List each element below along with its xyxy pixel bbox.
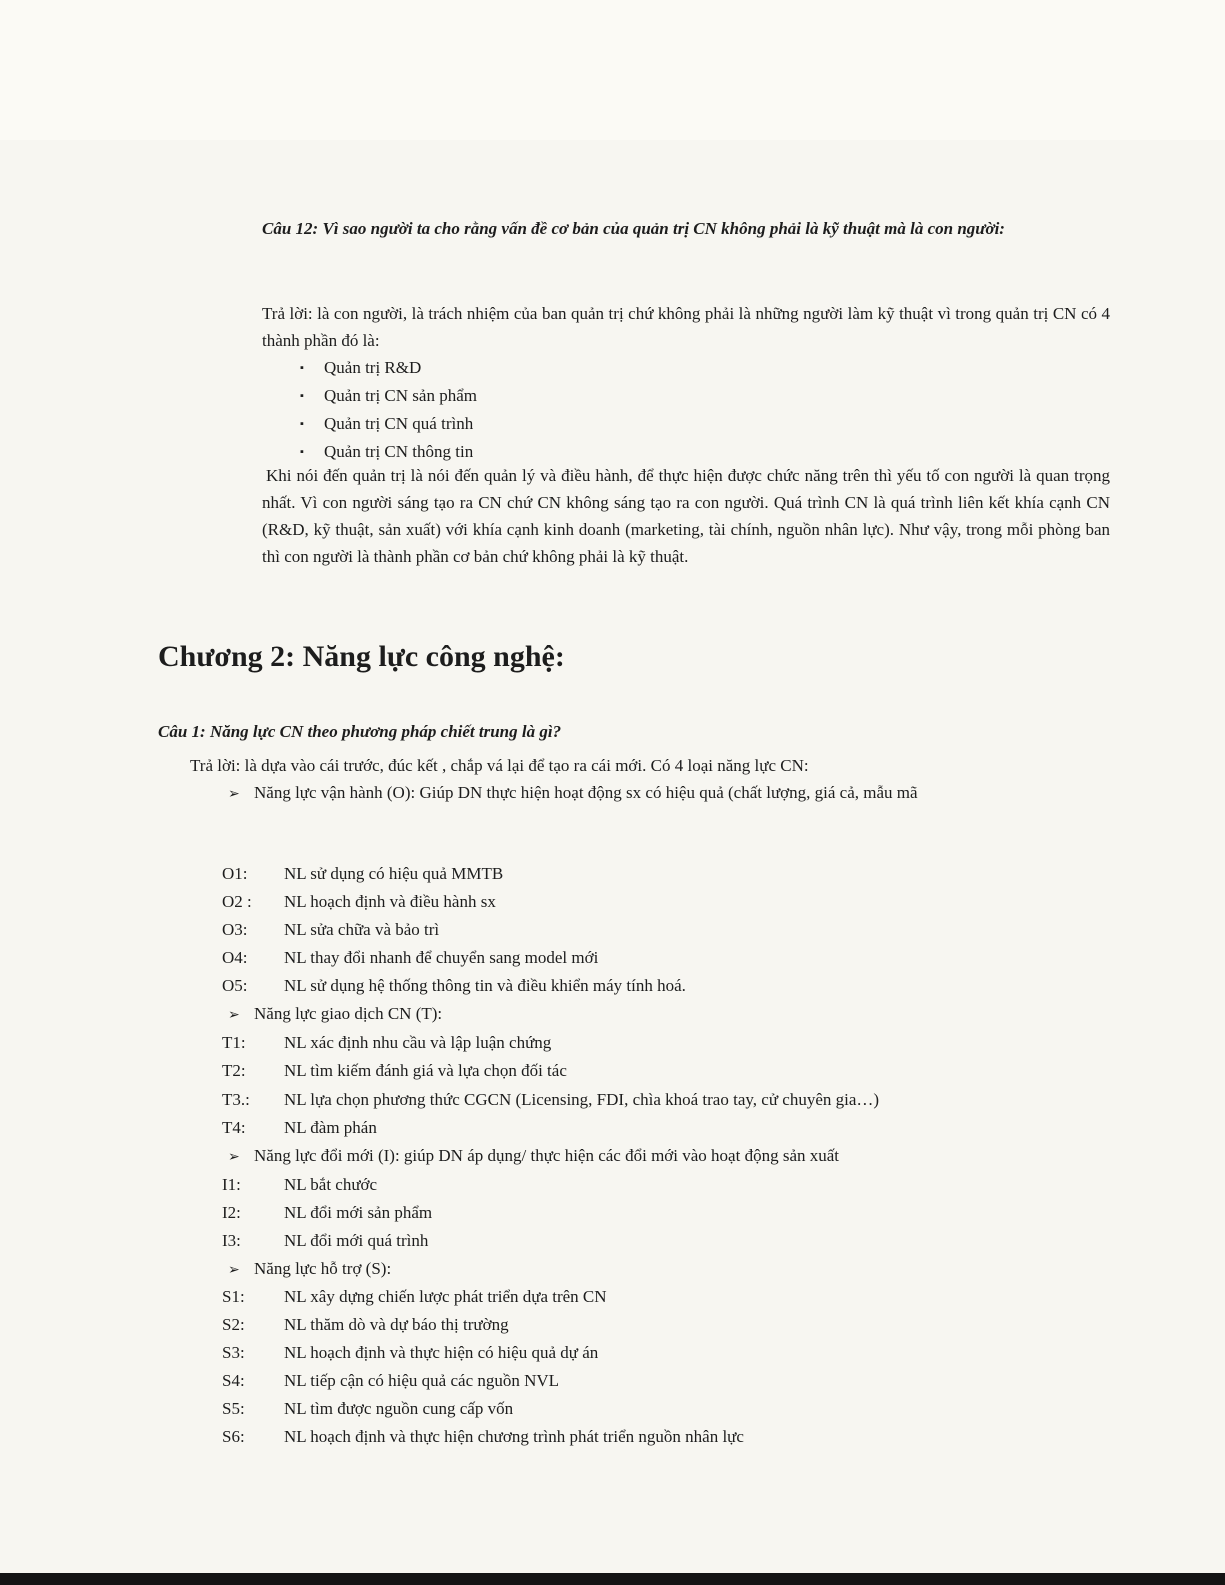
item-text: NL hoạch định và thực hiện chương trình phát triển nguồn nhân lực bbox=[284, 1427, 744, 1446]
list-item bbox=[222, 1423, 744, 1450]
item-code: O2 : bbox=[222, 892, 252, 911]
item-text: NL tìm kiếm đánh giá và lựa chọn đối tác bbox=[284, 1061, 567, 1080]
bullet-item: ▪ Quản trị CN sản phẩm bbox=[300, 382, 477, 410]
item-code: S4: bbox=[222, 1371, 245, 1390]
list-item bbox=[222, 1114, 377, 1141]
item-code: O1: bbox=[222, 864, 248, 883]
group-heading-text: Năng lực đổi mới (I): giúp DN áp dụng/ thực hiện các đổi mới vào hoạt động sản xuất bbox=[254, 1146, 840, 1165]
question-1-answer-intro: Trả lời: là dựa vào cái trước, đúc kết , chắp vá lại để tạo ra cái mới. Có 4 loại năng lực CN: bbox=[190, 756, 809, 775]
item-code: O3: bbox=[222, 920, 248, 939]
question-12-conclusion: Khi nói đến quản trị là nói đến quản lý và điều hành, để thực hiện được chức năng trên thì yếu tố con người là quan trọng nhất. Vì con người sáng tạo ra CN chứ CN không sáng tạo ra con người. Quá trình CN là quá trình liên kết khía cạnh CN (R&D, kỹ thuật, sản xuất) với khía cạnh kinh doanh (marketing, tài chính, nguồn nhân lực). Như vậy, trong mỗi phòng ban thì con người là thành phần cơ bản chứ không phải là kỹ thuật. bbox=[262, 466, 1110, 566]
group-heading-support bbox=[228, 1255, 391, 1284]
item-code: S6: bbox=[222, 1427, 245, 1446]
list-item bbox=[222, 1199, 432, 1226]
item-code: I1: bbox=[222, 1175, 241, 1194]
item-code: S5: bbox=[222, 1399, 245, 1418]
group-heading-text: Năng lực vận hành (O): Giúp DN thực hiện hoạt động sx có hiệu quả (chất lượng, giá cả, mẫu mã bbox=[254, 783, 918, 802]
item-text: NL sửa chữa và bảo trì bbox=[284, 920, 440, 939]
question-1-title: Câu 1: Năng lực CN theo phương pháp chiết trung là gì? bbox=[158, 722, 562, 741]
bullet-item: ▪ Quản trị R&D bbox=[300, 354, 477, 382]
item-code: T2: bbox=[222, 1061, 246, 1080]
item-text: NL thay đổi nhanh để chuyển sang model mới bbox=[284, 948, 599, 967]
item-text: NL đổi mới quá trình bbox=[284, 1231, 429, 1250]
item-code: T4: bbox=[222, 1118, 246, 1137]
list-item bbox=[222, 860, 503, 887]
item-code: S1: bbox=[222, 1287, 245, 1306]
item-text: NL xây dựng chiến lược phát triển dựa trên CN bbox=[284, 1287, 607, 1306]
list-item bbox=[222, 1395, 513, 1422]
list-item bbox=[222, 944, 598, 971]
group-heading-operation bbox=[228, 779, 1110, 808]
item-text: NL lựa chọn phương thức CGCN (Licensing, FDI, chìa khoá trao tay, cử chuyên gia…) bbox=[284, 1090, 880, 1109]
scan-bottom-edge bbox=[0, 1573, 1225, 1585]
list-item bbox=[222, 1171, 377, 1198]
item-text: NL sử dụng có hiệu quả MMTB bbox=[284, 864, 504, 883]
list-item bbox=[222, 972, 686, 999]
item-text: NL xác định nhu cầu và lập luận chứng bbox=[284, 1033, 552, 1052]
list-item bbox=[222, 1227, 428, 1254]
bullet-item: ▪ Quản trị CN quá trình bbox=[300, 410, 477, 438]
item-text: NL tiếp cận có hiệu quả các nguồn NVL bbox=[284, 1371, 560, 1390]
item-text: NL sử dụng hệ thống thông tin và điều khiển máy tính hoá. bbox=[284, 976, 686, 995]
arrow-bullet-icon: ➢ bbox=[228, 787, 240, 802]
item-text: NL bắt chước bbox=[284, 1175, 378, 1194]
arrow-bullet-icon: ➢ bbox=[228, 1008, 240, 1023]
group-heading-innovation bbox=[228, 1142, 839, 1171]
list-item bbox=[222, 888, 496, 915]
item-code: O5: bbox=[222, 976, 248, 995]
list-item bbox=[222, 1029, 551, 1056]
item-text: NL đổi mới sản phẩm bbox=[284, 1203, 433, 1222]
list-item bbox=[222, 1283, 607, 1310]
list-item bbox=[222, 916, 439, 943]
list-item bbox=[222, 1057, 567, 1084]
item-code: I3: bbox=[222, 1231, 241, 1250]
item-code: T1: bbox=[222, 1033, 246, 1052]
item-text: NL hoạch định và thực hiện có hiệu quả dự án bbox=[284, 1343, 599, 1362]
item-text: NL tìm được nguồn cung cấp vốn bbox=[284, 1399, 514, 1418]
item-text: NL đàm phán bbox=[284, 1118, 377, 1137]
item-text: NL hoạch định và điều hành sx bbox=[284, 892, 496, 911]
item-code: I2: bbox=[222, 1203, 241, 1222]
item-code: O4: bbox=[222, 948, 248, 967]
question-12-answer-intro: Trả lời: là con người, là trách nhiệm của ban quản trị chứ không phải là những người làm kỹ thuật vì trong quản trị CN có 4 thành phần đó là: bbox=[262, 304, 1110, 350]
list-item bbox=[222, 1086, 879, 1113]
item-code: S2: bbox=[222, 1315, 245, 1334]
arrow-bullet-icon: ➢ bbox=[228, 1150, 240, 1165]
question-12-bullet-list bbox=[300, 354, 477, 466]
group-heading-text: Năng lực giao dịch CN (T): bbox=[254, 1004, 443, 1023]
question-12-title: Câu 12: Vì sao người ta cho rằng vấn đề cơ bản của quản trị CN không phải là kỹ thuật mà là con người: bbox=[262, 219, 1005, 238]
item-code: T3.: bbox=[222, 1090, 250, 1109]
group-heading-transaction bbox=[228, 1000, 442, 1029]
group-heading-text: Năng lực hỗ trợ (S): bbox=[254, 1259, 392, 1278]
arrow-bullet-icon: ➢ bbox=[228, 1263, 240, 1278]
bullet-item: ▪ Quản trị CN thông tin bbox=[300, 438, 477, 466]
list-item bbox=[222, 1339, 598, 1366]
chapter-title: Chương 2: Năng lực công nghệ: bbox=[158, 640, 565, 673]
list-item bbox=[222, 1311, 509, 1338]
item-text: NL thăm dò và dự báo thị trường bbox=[284, 1315, 509, 1334]
list-item bbox=[222, 1367, 559, 1394]
item-code: S3: bbox=[222, 1343, 245, 1362]
